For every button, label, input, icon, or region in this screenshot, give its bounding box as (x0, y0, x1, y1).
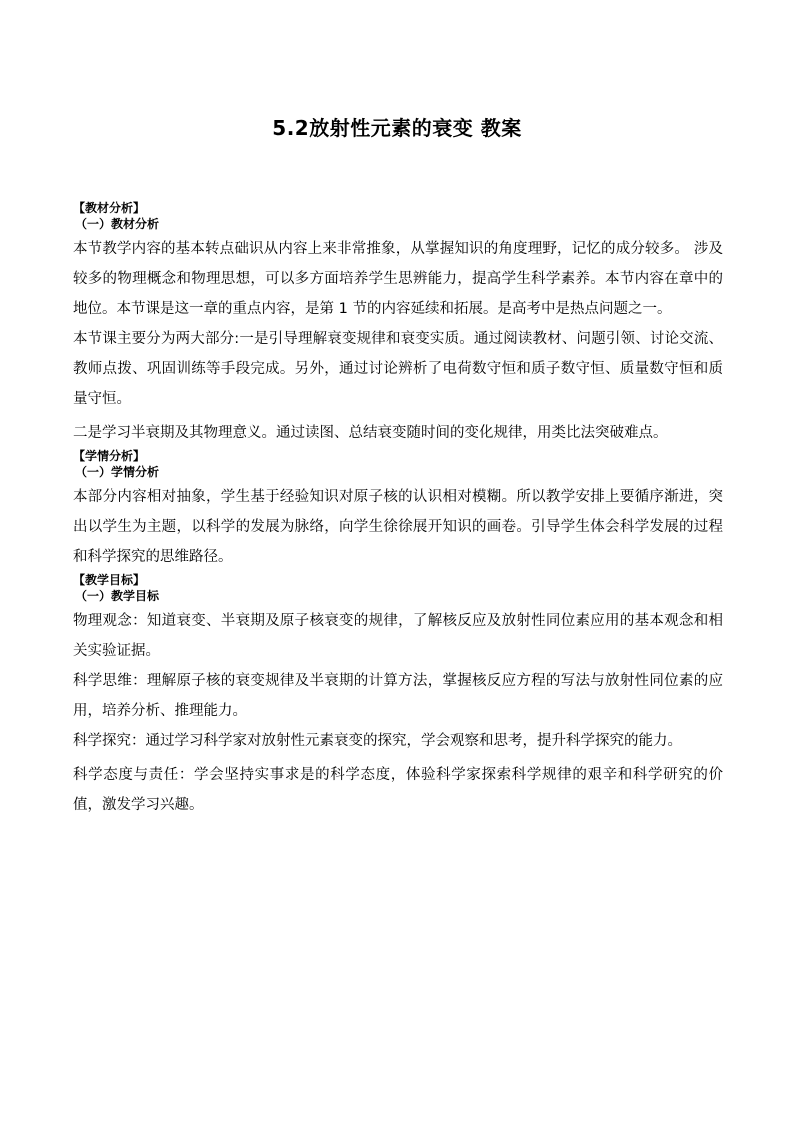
document-body (73, 200, 723, 820)
section-heading-teaching-goals: 【教学目标】 (73, 573, 146, 587)
paragraph: 二是学习半衰期及其物理意义。通过读图、总结衰变随时间的变化规律，用类比法突破难点。 (73, 425, 668, 441)
paragraph: 本节教学内容的基本转点础识从内容上来非常推象，从掌握知识的角度理野，记忆的成分较多。 涉及较多的物理概念和物理思想，可以多方面培养学生思辨能力，提高学生科学素养。本节内容在章中的地位。本节课是这一章的重点内容，是第 1 节的内容延续和拓展。是高考中是热点问题之一。 (73, 241, 723, 317)
subsection-heading-teaching-goals: （一）教学目标 (75, 589, 160, 603)
paragraph: 物理观念：知道衰变、半衰期及原子核衰变的规律，了解核反应及放射性同位素应用的基本观念和相关实验证据。 (73, 613, 723, 659)
paragraph: 科学态度与责任：学会坚持实事求是的科学态度，体验科学家探索科学规律的艰辛和科学研究的价值，激发学习兴趣。 (73, 767, 723, 813)
paragraph: 科学思维：理解原子核的衰变规律及半衰期的计算方法，掌握核反应方程的写法与放射性同位素的应用，培养分析、推理能力。 (73, 673, 723, 719)
paragraph: 本节课主要分为两大部分:一是引导理解衰变规律和衰变实质。通过阅读教材、问题引领、讨论交流、教师点拨、巩固训练等手段完成。另外，通过讨论辨析了电荷数守恒和质子数守恒、质量数守恒和质量守恒。 (73, 331, 723, 407)
paragraph: 本部分内容相对抽象，学生基于经验知识对原子核的认识相对模糊。所以教学安排上要循序渐进，突出以学生为主题，以科学的发展为脉络，向学生徐徐展开知识的画卷。引导学生体会科学发展的过程和科学探究的思维路径。 (73, 489, 723, 565)
subsection-heading-student-analysis: （一）学情分析 (75, 465, 160, 479)
section-heading-textbook-analysis: 【教材分析】 (73, 201, 146, 215)
paragraph: 科学探究：通过学习科学家对放射性元素衰变的探究，学会观察和思考，提升科学探究的能力。 (73, 733, 682, 749)
subsection-heading-textbook-analysis: （一）教材分析 (75, 217, 160, 231)
section-heading-student-analysis: 【学情分析】 (73, 449, 146, 463)
document-title: 5.2放射性元素的衰变 教案 (272, 116, 522, 140)
